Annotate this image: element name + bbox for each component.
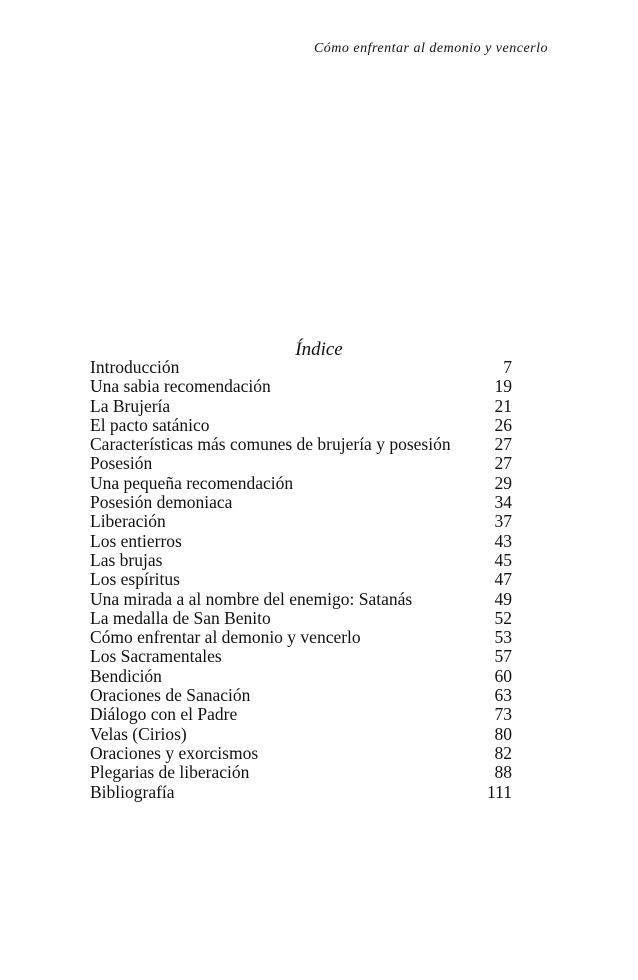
toc-entry-title: Diálogo con el Padre [90,704,238,725]
table-of-contents [90,358,512,802]
toc-entry-page-number: 63 [494,685,512,706]
running-header: Cómo enfrentar al demonio y vencerlo [313,41,548,56]
toc-entry-title: Posesión demoniaca [90,492,233,513]
toc-entry-page-number: 37 [494,511,512,532]
toc-entry-page-number: 111 [487,781,512,802]
toc-entry-page-number: 82 [494,742,512,763]
toc-entry [90,358,512,377]
toc-entry [90,454,512,473]
toc-entry-page-number: 88 [494,762,512,783]
toc-entry [90,551,512,570]
toc-entry [90,493,512,512]
toc-entry [90,590,512,609]
toc-entry-title: Una sabia recomendación [90,376,271,397]
toc-entry-page-number: 26 [494,414,512,435]
toc-entry [90,377,512,396]
toc-entry-title: Los espíritus [90,569,180,590]
toc-entry-title: Características más comunes de brujería y posesión [90,434,451,455]
toc-title: Índice [295,339,343,360]
toc-entry-title: Los entierros [90,530,182,551]
toc-entry-page-number: 73 [494,704,512,725]
toc-entry-title: Oraciones de Sanación [90,685,251,706]
toc-entry [90,416,512,435]
toc-entry-title: Posesión [90,453,153,474]
toc-entry [90,609,512,628]
toc-entry-title: Velas (Cirios) [90,723,187,744]
toc-entry [90,532,512,551]
toc-entry-title: Bibliografía [90,781,175,802]
toc-entry [90,435,512,454]
toc-entry-page-number: 21 [494,395,512,416]
toc-entry-page-number: 27 [494,453,512,474]
toc-entry-title: Cómo enfrentar al demonio y vencerlo [90,627,361,648]
toc-entry-page-number: 53 [494,627,512,648]
toc-entry-title: Oraciones y exorcismos [90,742,259,763]
toc-entry-page-number: 47 [494,569,512,590]
toc-entry [90,744,512,763]
toc-entry [90,763,512,782]
toc-entry [90,570,512,589]
toc-entry-title: La medalla de San Benito [90,607,271,628]
toc-entry [90,397,512,416]
toc-entry-page-number: 43 [494,530,512,551]
toc-entry [90,628,512,647]
toc-entry-page-number: 80 [494,723,512,744]
toc-entry-title: Introducción [90,357,180,377]
toc-entry [90,667,512,686]
toc-entry-title: Plegarias de liberación [90,762,250,783]
toc-entry [90,686,512,705]
toc-entry-page-number: 19 [494,376,512,397]
toc-entry-title: La Brujería [90,395,171,416]
toc-entry-page-number: 57 [494,646,512,667]
toc-entry-title: El pacto satánico [90,414,210,435]
toc-entry-title: Liberación [90,511,166,532]
toc-entry [90,474,512,493]
toc-entry-title: Una pequeña recomendación [90,472,294,493]
toc-entry-page-number: 45 [494,549,512,570]
toc-entry-title: Las brujas [90,549,163,570]
toc-entry [90,705,512,724]
toc-entry-page-number: 49 [494,588,512,609]
toc-entry [90,783,512,802]
toc-entry-title: Una mirada a al nombre del enemigo: Satanás [90,588,413,609]
toc-entry-title: Los Sacramentales [90,646,222,667]
toc-entry-page-number: 60 [494,665,512,686]
toc-entry [90,512,512,531]
toc-entry-page-number: 34 [494,492,512,513]
toc-entry-title: Bendición [90,665,162,686]
toc-entry-page-number: 29 [494,472,512,493]
toc-entry-page-number: 7 [503,357,512,377]
toc-entry-page-number: 52 [494,607,512,628]
toc-entry [90,725,512,744]
toc-entry [90,647,512,666]
toc-entry-page-number: 27 [494,434,512,455]
